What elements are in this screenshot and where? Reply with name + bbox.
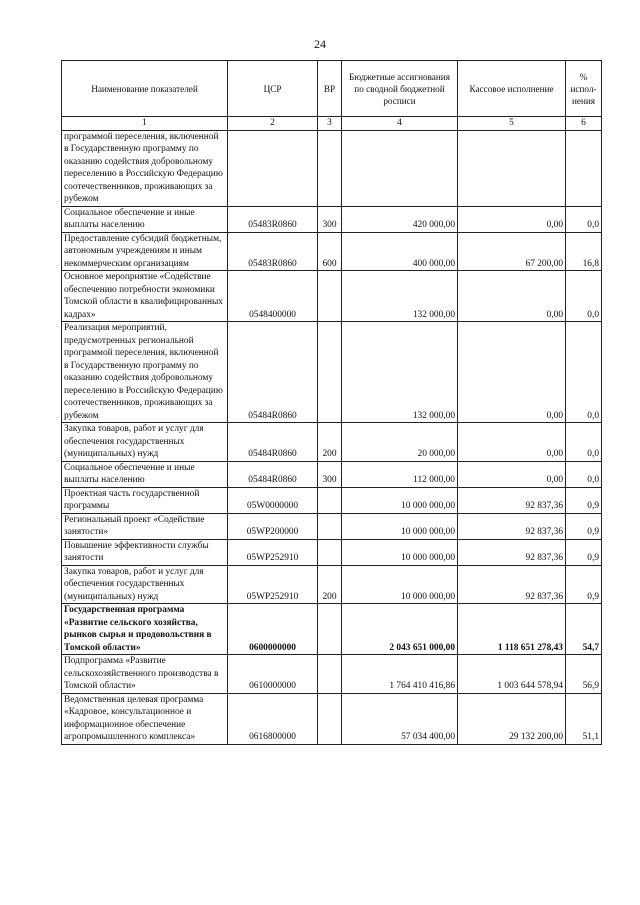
row-budget-cell: 10 000 000,00: [342, 565, 458, 604]
row-vr-cell: [318, 322, 342, 423]
row-budget-cell: 1 764 410 416,86: [342, 655, 458, 694]
page-number: 24: [314, 37, 326, 51]
row-cash-cell: 92 837,36: [458, 539, 566, 565]
table-row: [62, 271, 602, 322]
row-csr-cell: 0600000000: [228, 604, 318, 655]
table-row: [62, 206, 602, 232]
row-cash-cell: 0,00: [458, 206, 566, 232]
row-csr-cell: 0610000000: [228, 655, 318, 694]
row-csr-cell: 05WP252910: [228, 539, 318, 565]
table-row: [62, 693, 602, 744]
table-row: [62, 539, 602, 565]
table-row: [62, 655, 602, 694]
row-budget-cell: 10 000 000,00: [342, 487, 458, 513]
row-budget-cell: 112 000,00: [342, 461, 458, 487]
row-vr-cell: [318, 130, 342, 206]
row-name-cell: Основное мероприятие «Содействие обеспечению потребности экономики Томской области в квалифицированных кадрах»: [62, 271, 228, 322]
row-csr-cell: 05483R0860: [228, 206, 318, 232]
row-csr-cell: 0616800000: [228, 693, 318, 744]
row-budget-cell: 132 000,00: [342, 322, 458, 423]
header-vr: ВР: [318, 61, 342, 117]
row-vr-cell: [318, 487, 342, 513]
row-percent-cell: 0,0: [566, 461, 602, 487]
row-percent-cell: 56,9: [566, 655, 602, 694]
row-name-cell: Проектная часть государственной программы: [62, 487, 228, 513]
row-cash-cell: 1 003 644 578,94: [458, 655, 566, 694]
row-budget-cell: 132 000,00: [342, 271, 458, 322]
row-name-cell: Государственная программа «Развитие сельского хозяйства, рынков сырья и продовольствия в Томской области»: [62, 604, 228, 655]
row-vr-cell: [318, 693, 342, 744]
table-row: [62, 232, 602, 271]
row-name-cell: Предоставление субсидий бюджетным, автономным учреждениям и иным некоммерческим организациям: [62, 232, 228, 271]
row-name-cell: Закупка товаров, работ и услуг для обеспечения государственных (муниципальных) нужд: [62, 423, 228, 462]
row-csr-cell: 0548400000: [228, 271, 318, 322]
row-cash-cell: [458, 130, 566, 206]
table-row: [62, 322, 602, 423]
row-vr-cell: 300: [318, 206, 342, 232]
row-csr-cell: 05484R0860: [228, 461, 318, 487]
row-name-cell: Социальное обеспечение и иные выплаты населению: [62, 461, 228, 487]
row-csr-cell: 05W0000000: [228, 487, 318, 513]
row-vr-cell: [318, 513, 342, 539]
row-budget-cell: 10 000 000,00: [342, 513, 458, 539]
row-budget-cell: 420 000,00: [342, 206, 458, 232]
header-cash: Кассовое исполнение: [458, 61, 566, 117]
row-percent-cell: 51,1: [566, 693, 602, 744]
row-vr-cell: 300: [318, 461, 342, 487]
row-cash-cell: 0,00: [458, 423, 566, 462]
column-number-row: [62, 117, 602, 131]
row-cash-cell: 92 837,36: [458, 513, 566, 539]
column-number: 5: [458, 117, 566, 131]
table-row: [62, 130, 602, 206]
table-row: [62, 565, 602, 604]
row-name-cell: Социальное обеспечение и иные выплаты населению: [62, 206, 228, 232]
column-number: 4: [342, 117, 458, 131]
row-percent-cell: 0,0: [566, 271, 602, 322]
row-percent-cell: [566, 130, 602, 206]
row-name-cell: Повышение эффективности службы занятости: [62, 539, 228, 565]
header-csr: ЦСР: [228, 61, 318, 117]
row-percent-cell: 0,0: [566, 423, 602, 462]
table-row: [62, 461, 602, 487]
table-header-row: [62, 61, 602, 117]
row-budget-cell: 20 000,00: [342, 423, 458, 462]
row-csr-cell: 05483R0860: [228, 232, 318, 271]
row-percent-cell: 16,8: [566, 232, 602, 271]
row-budget-cell: [342, 130, 458, 206]
row-cash-cell: 0,00: [458, 461, 566, 487]
row-name-cell: Закупка товаров, работ и услуг для обеспечения государственных (муниципальных) нужд: [62, 565, 228, 604]
row-csr-cell: 05484R0860: [228, 423, 318, 462]
row-percent-cell: 0,9: [566, 487, 602, 513]
row-vr-cell: [318, 539, 342, 565]
row-cash-cell: 29 132 200,00: [458, 693, 566, 744]
row-budget-cell: 400 000,00: [342, 232, 458, 271]
row-percent-cell: 54,7: [566, 604, 602, 655]
row-csr-cell: 05WP200000: [228, 513, 318, 539]
row-vr-cell: [318, 271, 342, 322]
row-cash-cell: 0,00: [458, 322, 566, 423]
table-row: [62, 487, 602, 513]
row-vr-cell: 200: [318, 423, 342, 462]
column-number: 2: [228, 117, 318, 131]
table-row: [62, 513, 602, 539]
row-cash-cell: 92 837,36: [458, 565, 566, 604]
table-body: [62, 130, 602, 744]
row-vr-cell: 200: [318, 565, 342, 604]
row-cash-cell: 0,00: [458, 271, 566, 322]
row-percent-cell: 0,0: [566, 206, 602, 232]
column-number: 3: [318, 117, 342, 131]
column-number: 6: [566, 117, 602, 131]
row-cash-cell: 92 837,36: [458, 487, 566, 513]
header-percent: % испол-нения: [566, 61, 602, 117]
table-row: [62, 604, 602, 655]
row-csr-cell: 05WP252910: [228, 565, 318, 604]
row-vr-cell: [318, 655, 342, 694]
row-vr-cell: [318, 604, 342, 655]
row-name-cell: Региональный проект «Содействие занятости»: [62, 513, 228, 539]
row-budget-cell: 10 000 000,00: [342, 539, 458, 565]
row-vr-cell: 600: [318, 232, 342, 271]
row-percent-cell: 0,9: [566, 513, 602, 539]
row-cash-cell: 67 200,00: [458, 232, 566, 271]
row-percent-cell: 0,0: [566, 322, 602, 423]
budget-execution-table: [61, 60, 602, 745]
row-name-cell: Подпрограмма «Развитие сельскохозяйственного производства в Томской области»: [62, 655, 228, 694]
row-percent-cell: 0,9: [566, 565, 602, 604]
row-name-cell: программой переселения, включенной в Государственную программу по оказанию содействия добровольному переселению в Российскую Федерацию соотечественников, проживающих за рубежом: [62, 130, 228, 206]
header-name: Наименование показателей: [62, 61, 228, 117]
row-budget-cell: 2 043 651 000,00: [342, 604, 458, 655]
row-name-cell: Реализация мероприятий, предусмотренных региональной программой переселения, включенной в Государственную программу по оказанию содействия добровольному переселению в Российскую Федерацию соотечественников, проживающих за рубежом: [62, 322, 228, 423]
row-percent-cell: 0,9: [566, 539, 602, 565]
header-budget: Бюджетные ассигнования по сводной бюджетной росписи: [342, 61, 458, 117]
table-row: [62, 423, 602, 462]
row-name-cell: Ведомственная целевая программа «Кадровое, консультационное и информационное обеспечение агропромышленного комплекса»: [62, 693, 228, 744]
row-cash-cell: 1 118 651 278,43: [458, 604, 566, 655]
row-budget-cell: 57 034 400,00: [342, 693, 458, 744]
row-csr-cell: 05484R0860: [228, 322, 318, 423]
row-csr-cell: [228, 130, 318, 206]
column-number: 1: [62, 117, 228, 131]
